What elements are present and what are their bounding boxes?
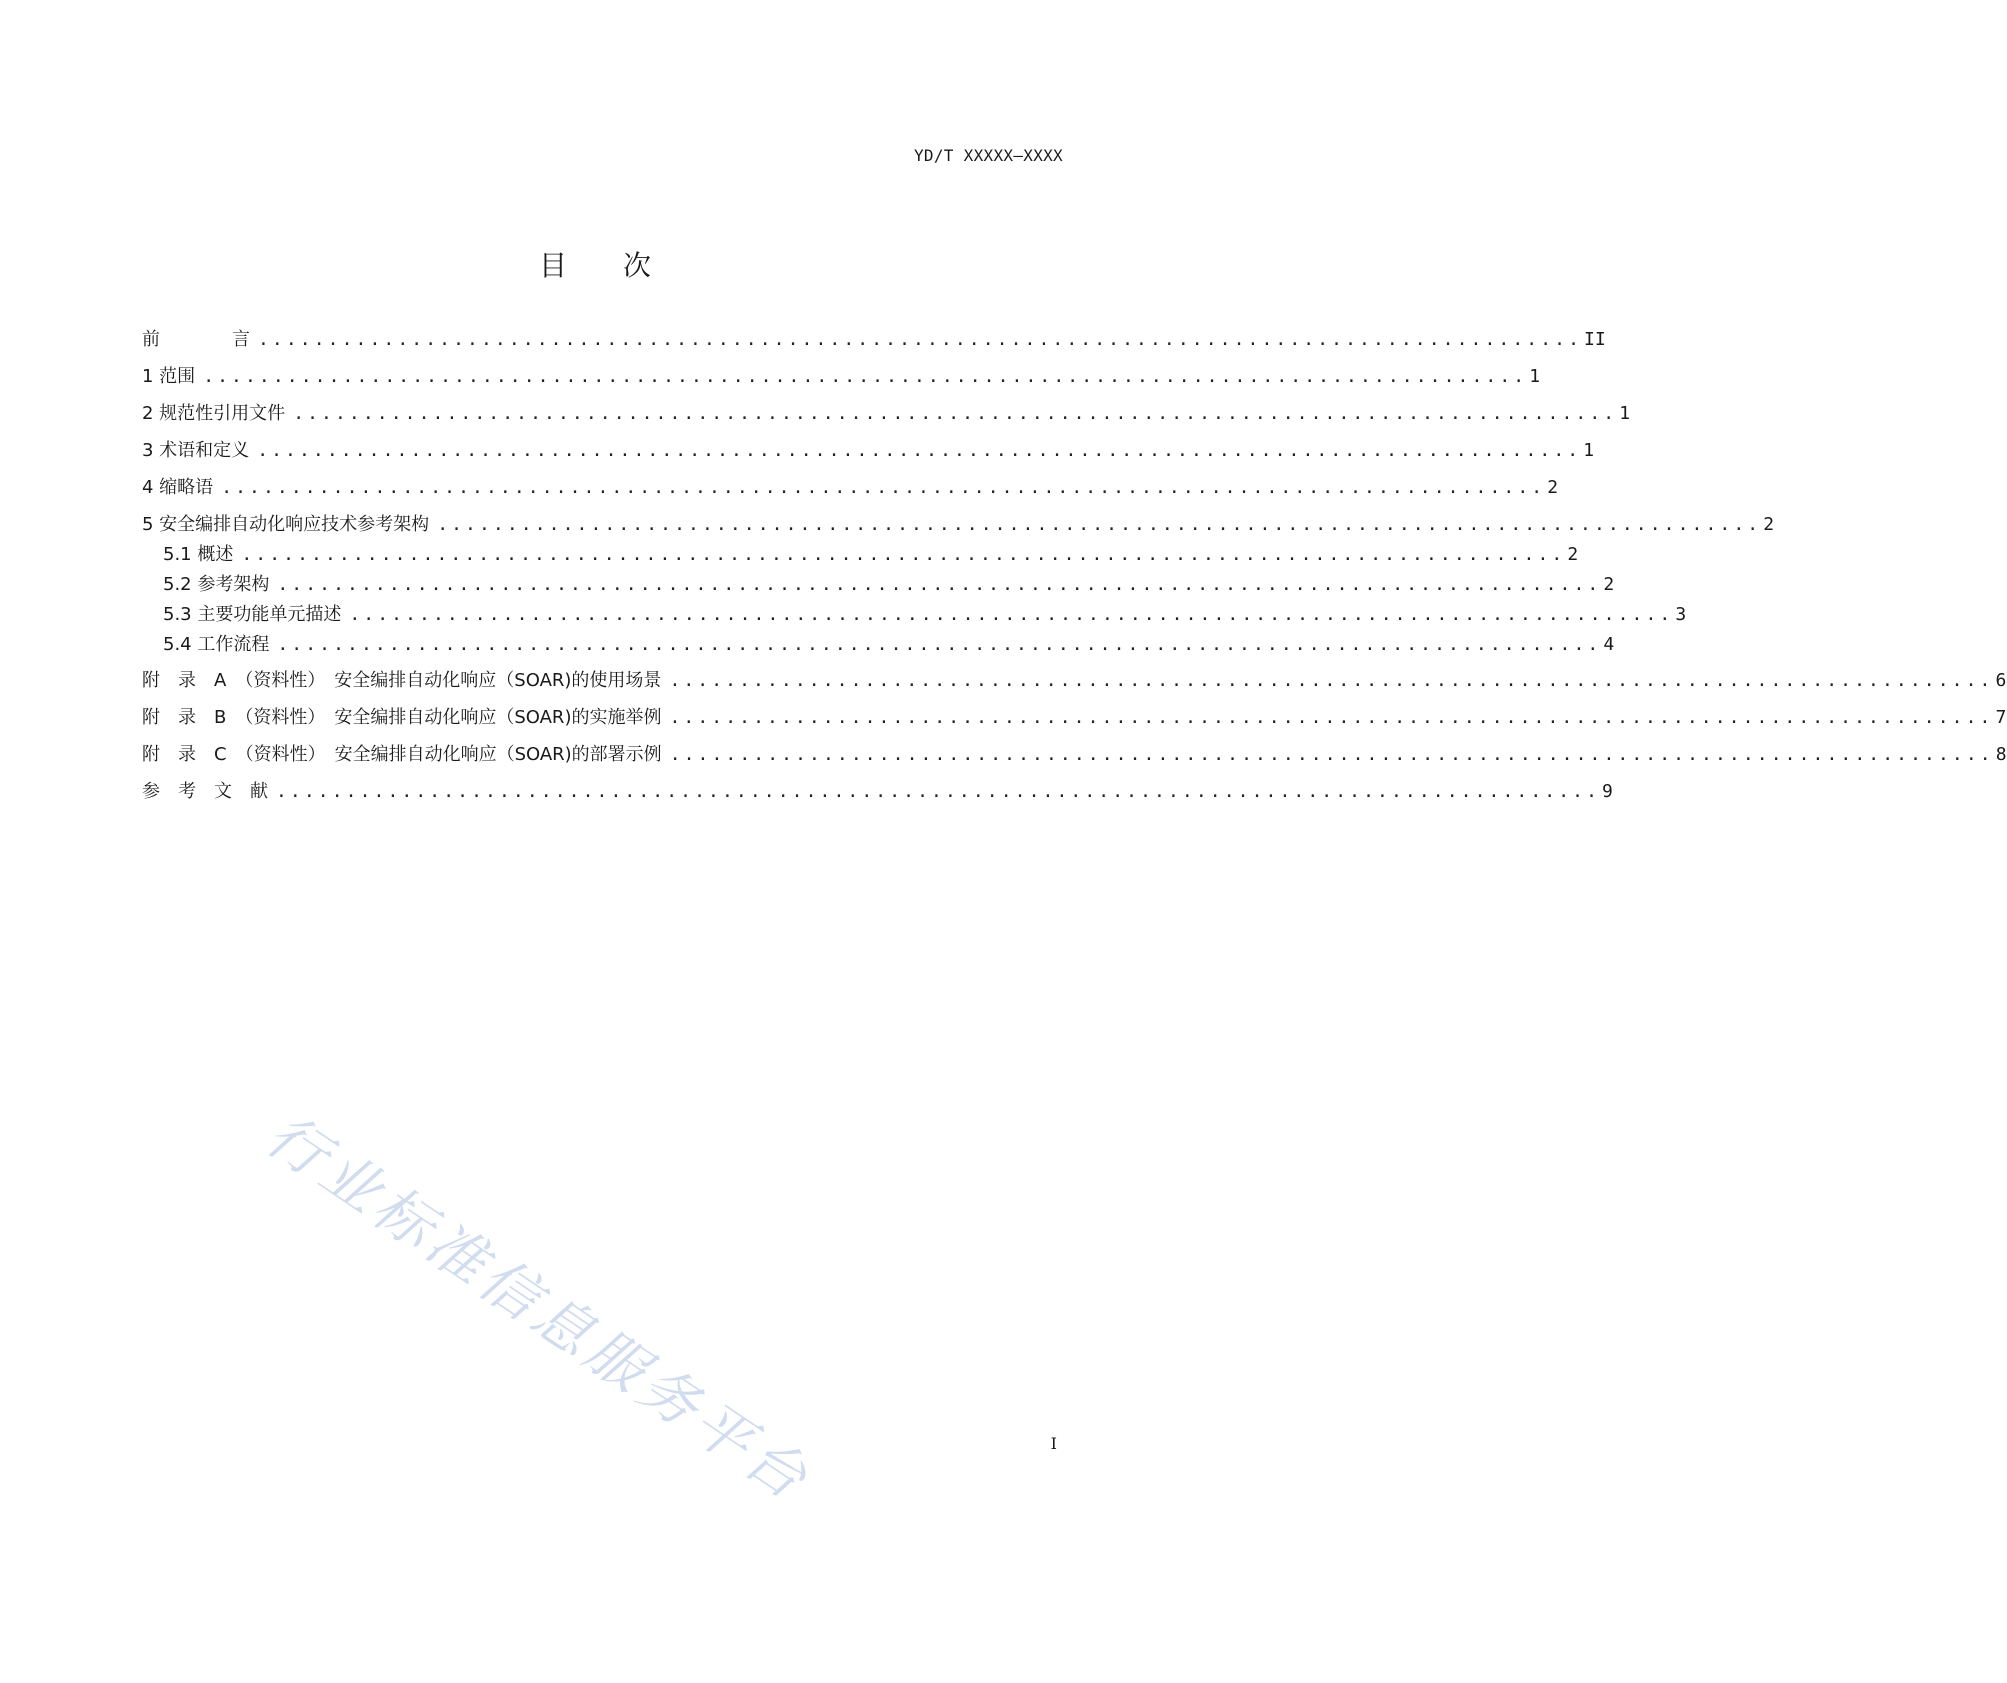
toc-entry-label: 附 录 A （资料性） 安全编排自动化响应（SOAR)的使用场景 (142, 669, 669, 693)
dot-leader: ............................................................................................... (221, 477, 1546, 498)
toc-entry-label: 5.1 概述 (142, 543, 241, 567)
toc-entry-label: 附 录 C （资料性） 安全编排自动化响应（SOAR)的部署示例 (142, 743, 670, 767)
toc-entry-page: 1 (1583, 440, 1595, 461)
toc-entry-page: 4 (1603, 634, 1615, 655)
toc-entry-page: 3 (1675, 604, 1687, 625)
toc-entry-bibliography[interactable] (142, 780, 1613, 804)
toc-entry-terms[interactable] (142, 439, 1595, 463)
toc-entry-page: 1 (1619, 403, 1631, 424)
document-code: YD/T XXXXX—XXXX (914, 146, 1063, 165)
toc-entry-page: 2 (1567, 544, 1579, 565)
toc-entry-label: 5.2 参考架构 (142, 573, 277, 597)
watermark: 行业标准信息服务平台 (254, 1100, 824, 1516)
toc-entry-appendix-b[interactable] (142, 706, 2007, 730)
toc-entry-label: 前 言 (142, 328, 258, 352)
dot-leader: ............................................................................................... (241, 544, 1566, 565)
toc-entry-label: 2 规范性引用文件 (142, 402, 293, 426)
toc-entry-label: 5 安全编排自动化响应技术参考架构 (142, 513, 437, 537)
toc-entry-page: 8 (1995, 744, 2007, 765)
toc-entry-page: 6 (1995, 670, 2007, 691)
toc-entry-functional-units[interactable] (142, 603, 1687, 627)
toc-entry-appendix-c[interactable] (142, 743, 2007, 767)
dot-leader: ............................................................................................... (277, 574, 1602, 595)
toc-entry-label: 5.4 工作流程 (142, 633, 277, 657)
toc-entry-label: 3 术语和定义 (142, 439, 257, 463)
dot-leader: ............................................................................................... (349, 604, 1674, 625)
dot-leader: ............................................................................................... (669, 707, 1994, 728)
toc-entry-page: II (1584, 329, 1606, 350)
dot-leader: ............................................................................................... (276, 781, 1601, 802)
dot-leader: ............................................................................................... (669, 744, 1994, 765)
dot-leader: ............................................................................................... (437, 514, 1762, 535)
toc-entry-label: 1 范围 (142, 365, 203, 389)
toc-entry-reference-architecture[interactable] (142, 573, 1615, 597)
toc-entry-abbreviations[interactable] (142, 476, 1559, 500)
dot-leader: ............................................................................................... (669, 670, 1994, 691)
toc-entry-page: 1 (1529, 366, 1541, 387)
toc-entry-label: 5.3 主要功能单元描述 (142, 603, 349, 627)
toc-entry-appendix-a[interactable] (142, 669, 2007, 693)
table-of-contents (142, 328, 2007, 804)
toc-entry-overview[interactable] (142, 543, 1579, 567)
dot-leader: ............................................................................................... (277, 634, 1602, 655)
toc-entry-architecture[interactable] (142, 513, 1775, 537)
toc-entry-page: 7 (1995, 707, 2007, 728)
toc-entry-foreword[interactable] (142, 328, 1606, 352)
toc-entry-workflow[interactable] (142, 633, 1615, 657)
dot-leader: ............................................................................................... (258, 329, 1583, 350)
toc-entry-normative-references[interactable] (142, 402, 1631, 426)
dot-leader: ............................................................................................... (293, 403, 1618, 424)
toc-entry-scope[interactable] (142, 365, 1541, 389)
dot-leader: ............................................................................................... (203, 366, 1528, 387)
page-title: 目次 (538, 249, 707, 282)
toc-entry-page: 2 (1603, 574, 1615, 595)
toc-entry-label: 参 考 文 献 (142, 780, 276, 804)
toc-entry-page: 9 (1602, 781, 1613, 802)
dot-leader: ............................................................................................... (257, 440, 1582, 461)
page-number: I (1050, 1434, 1057, 1453)
toc-entry-label: 附 录 B （资料性） 安全编排自动化响应（SOAR)的实施举例 (142, 706, 669, 730)
toc-entry-page: 2 (1547, 477, 1559, 498)
toc-entry-label: 4 缩略语 (142, 476, 221, 500)
toc-entry-page: 2 (1763, 514, 1775, 535)
